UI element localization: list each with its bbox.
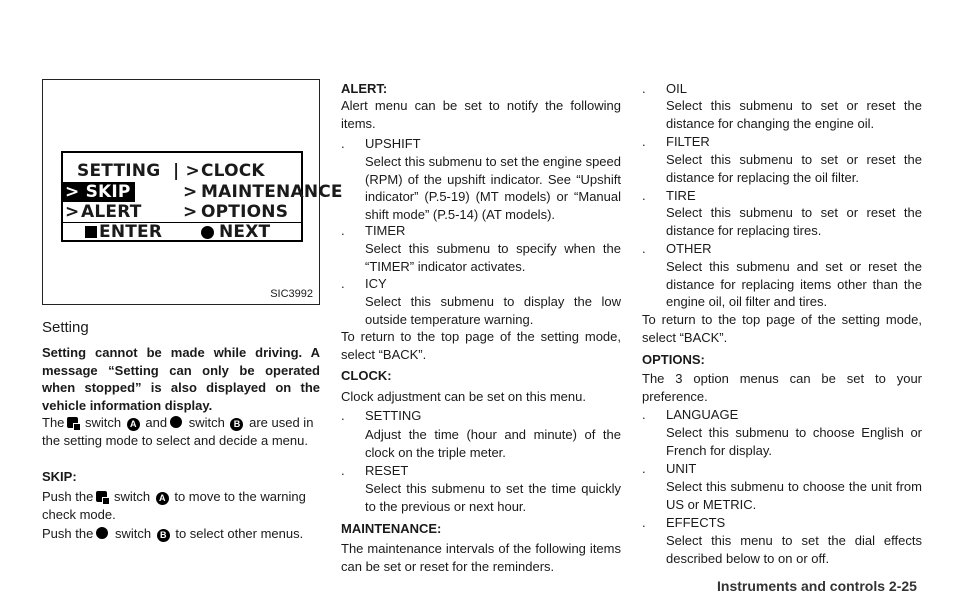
lcd-row-3 bbox=[63, 202, 301, 222]
lcd-item-alert: ALERT bbox=[81, 202, 142, 222]
lcd-chevron: > bbox=[65, 202, 80, 222]
list-item-desc: Select this submenu to choose the unit from US or METRIC. bbox=[666, 479, 922, 512]
list-item-desc: Select this submenu and set or reset the distance for replacing items other than the engine oil, oil filter and tires. bbox=[666, 259, 922, 309]
list-item-desc: Select this submenu to choose English or French for display. bbox=[666, 425, 922, 458]
options-intro: The 3 option menus can be set to your preference. bbox=[642, 371, 922, 404]
list-item-desc: Select this submenu to specify when the “TIMER” indicator activates. bbox=[365, 241, 621, 274]
lcd-chevron: > bbox=[183, 202, 198, 222]
list-item-desc: Adjust the time (hour and minute) of the clock on the triple meter. bbox=[365, 427, 621, 460]
heading-alert: ALERT: bbox=[341, 81, 388, 96]
list-item-desc: Select this submenu to set or reset the distance for replacing the oil filter. bbox=[666, 152, 922, 185]
heading-skip: SKIP: bbox=[42, 469, 77, 484]
badge-a: A bbox=[156, 492, 169, 505]
heading-clock: CLOCK: bbox=[341, 368, 392, 383]
badge-a: A bbox=[127, 418, 140, 431]
skip-line-1: Push the switch A to move to the warning check mode. bbox=[42, 489, 306, 522]
skip-line-2: Push the switch B to select other menus. bbox=[42, 526, 304, 541]
display-figure bbox=[42, 79, 343, 305]
setting-warning: Setting cannot be made while driving. A message “Setting can only be operated when stopped” is also displayed on the vehicle information display. bbox=[42, 345, 320, 413]
enter-switch-icon bbox=[96, 491, 107, 502]
lcd-row-1 bbox=[63, 161, 301, 181]
setting-intro: The switch A and switch B are used in the setting mode to select and decide a menu. bbox=[42, 415, 314, 448]
next-switch-icon bbox=[96, 527, 108, 539]
lcd-enter-label: ENTER bbox=[99, 222, 163, 242]
section-title-setting: Setting bbox=[42, 319, 89, 336]
lcd-chevron: | > bbox=[173, 161, 200, 181]
lcd-item-clock: CLOCK bbox=[201, 161, 265, 181]
figure-code: SIC3992 bbox=[270, 288, 313, 300]
lcd-item-maintenance: MAINTENANCE bbox=[201, 182, 343, 202]
alert-back-note: To return to the top page of the setting mode, select “BACK”. bbox=[341, 329, 621, 362]
lcd-next-label: NEXT bbox=[219, 222, 271, 242]
list-item-desc: Select this submenu to set or reset the distance for replacing tires. bbox=[666, 205, 922, 238]
enter-switch-icon bbox=[85, 226, 97, 238]
list-item-desc: Select this submenu to set the engine speed (RPM) of the upshift indicator. See “Upshift indicator” (P.5-19) (MT models) or “Manual shift mode” (P.5-14) (AT models). bbox=[365, 154, 621, 222]
lcd-item-options: OPTIONS bbox=[201, 202, 289, 222]
heading-options: OPTIONS: bbox=[642, 352, 705, 367]
badge-b: B bbox=[230, 418, 243, 431]
lcd-item-setting: SETTING bbox=[77, 161, 161, 181]
lcd-row-2 bbox=[63, 182, 343, 202]
next-switch-icon bbox=[170, 416, 182, 428]
page-footer: Instruments and controls 2-25 bbox=[717, 578, 917, 594]
list-item-desc: Select this submenu to display the low outside temperature warning. bbox=[365, 294, 621, 327]
list-item-desc: Select this submenu to set the time quickly to the previous or next hour. bbox=[365, 481, 621, 514]
alert-intro: Alert menu can be set to notify the following items. bbox=[341, 98, 621, 131]
lcd-selected-item: > SKIP bbox=[63, 182, 135, 202]
clock-intro: Clock adjustment can be set on this menu. bbox=[341, 389, 586, 404]
badge-b: B bbox=[157, 529, 170, 542]
lcd-chevron: > bbox=[183, 182, 198, 202]
maintenance-intro: The maintenance intervals of the following items can be set or reset for the reminders. bbox=[341, 541, 621, 574]
next-switch-icon bbox=[201, 226, 214, 239]
list-item-desc: Select this submenu to set or reset the distance for changing the engine oil. bbox=[666, 98, 922, 131]
list-item-desc: Select this menu to set the dial effects described below to on or off. bbox=[666, 533, 922, 566]
lcd-screen bbox=[61, 151, 343, 242]
enter-switch-icon bbox=[67, 417, 78, 428]
heading-maintenance: MAINTENANCE: bbox=[341, 521, 442, 536]
maintenance-back-note: To return to the top page of the setting mode, select “BACK”. bbox=[642, 312, 922, 345]
lcd-row-4 bbox=[63, 222, 301, 242]
